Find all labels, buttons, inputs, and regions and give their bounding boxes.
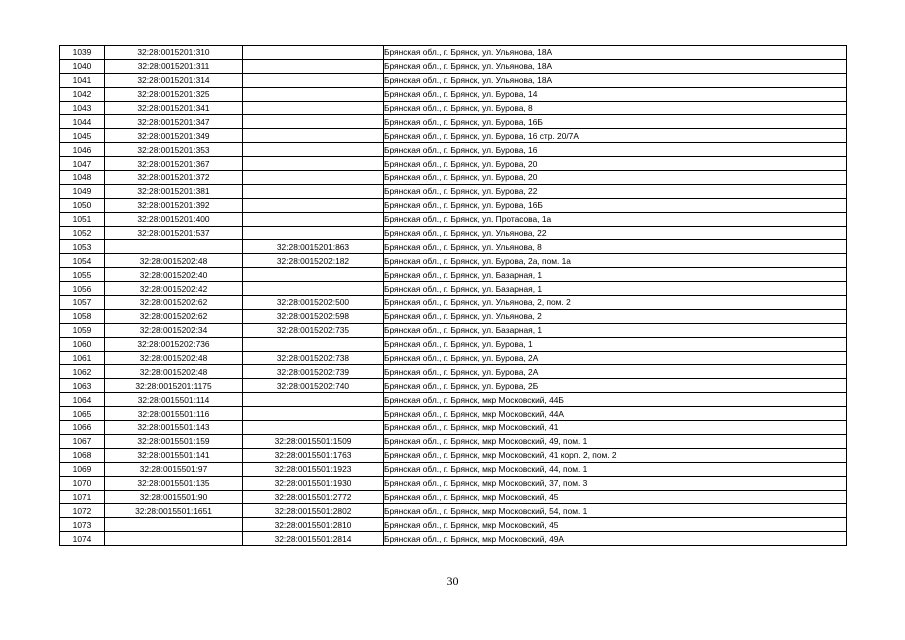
building-cadastral-number-cell: 32:28:0015202:598	[243, 309, 384, 323]
row-number-cell: 1066	[60, 421, 105, 435]
address-cell: Брянская обл., г. Брянск, ул. Бурова, 20	[384, 157, 847, 171]
row-number-cell: 1061	[60, 351, 105, 365]
land-cadastral-number-cell: 32:28:0015201:314	[105, 73, 243, 87]
land-cadastral-number-cell: 32:28:0015202:62	[105, 309, 243, 323]
building-cadastral-number-cell: 32:28:0015501:2802	[243, 504, 384, 518]
address-cell: Брянская обл., г. Брянск, ул. Бурова, 14	[384, 87, 847, 101]
building-cadastral-number-cell	[243, 87, 384, 101]
address-cell: Брянская обл., г. Брянск, мкр Московский, 41 корп. 2, пом. 2	[384, 448, 847, 462]
row-number-cell: 1073	[60, 518, 105, 532]
land-cadastral-number-cell: 32:28:0015501:114	[105, 393, 243, 407]
land-cadastral-number-cell: 32:28:0015202:42	[105, 282, 243, 296]
table-row	[60, 282, 847, 296]
building-cadastral-number-cell	[243, 282, 384, 296]
row-number-cell: 1068	[60, 448, 105, 462]
table-row	[60, 59, 847, 73]
row-number-cell: 1042	[60, 87, 105, 101]
row-number-cell: 1049	[60, 184, 105, 198]
address-cell: Брянская обл., г. Брянск, ул. Бурова, 2А	[384, 365, 847, 379]
address-cell: Брянская обл., г. Брянск, ул. Базарная, 1	[384, 268, 847, 282]
land-cadastral-number-cell: 32:28:0015501:143	[105, 421, 243, 435]
row-number-cell: 1063	[60, 379, 105, 393]
building-cadastral-number-cell	[243, 171, 384, 185]
table-row	[60, 309, 847, 323]
row-number-cell: 1040	[60, 59, 105, 73]
land-cadastral-number-cell: 32:28:0015202:48	[105, 351, 243, 365]
table-row	[60, 240, 847, 254]
building-cadastral-number-cell: 32:28:0015202:500	[243, 296, 384, 310]
land-cadastral-number-cell: 32:28:0015201:347	[105, 115, 243, 129]
address-cell: Брянская обл., г. Брянск, мкр Московский, 44, пом. 1	[384, 462, 847, 476]
building-cadastral-number-cell	[243, 115, 384, 129]
table-row	[60, 157, 847, 171]
registry-table-body	[60, 46, 847, 546]
building-cadastral-number-cell: 32:28:0015501:1509	[243, 434, 384, 448]
building-cadastral-number-cell	[243, 157, 384, 171]
row-number-cell: 1069	[60, 462, 105, 476]
land-cadastral-number-cell: 32:28:0015501:1651	[105, 504, 243, 518]
building-cadastral-number-cell: 32:28:0015202:182	[243, 254, 384, 268]
table-row	[60, 490, 847, 504]
address-cell: Брянская обл., г. Брянск, ул. Бурова, 20	[384, 171, 847, 185]
table-row	[60, 421, 847, 435]
land-cadastral-number-cell: 32:28:0015501:90	[105, 490, 243, 504]
building-cadastral-number-cell	[243, 393, 384, 407]
table-row	[60, 393, 847, 407]
row-number-cell: 1046	[60, 143, 105, 157]
land-cadastral-number-cell: 32:28:0015201:341	[105, 101, 243, 115]
address-cell: Брянская обл., г. Брянск, ул. Бурова, 16 стр. 20/7А	[384, 129, 847, 143]
table-row	[60, 226, 847, 240]
row-number-cell: 1062	[60, 365, 105, 379]
land-cadastral-number-cell: 32:28:0015501:135	[105, 476, 243, 490]
address-cell: Брянская обл., г. Брянск, ул. Ульянова, 18А	[384, 73, 847, 87]
row-number-cell: 1048	[60, 171, 105, 185]
land-cadastral-number-cell: 32:28:0015202:62	[105, 296, 243, 310]
address-cell: Брянская обл., г. Брянск, ул. Ульянова, 8	[384, 240, 847, 254]
address-cell: Брянская обл., г. Брянск, ул. Ульянова, 2, пом. 2	[384, 296, 847, 310]
table-row	[60, 87, 847, 101]
building-cadastral-number-cell: 32:28:0015202:738	[243, 351, 384, 365]
address-cell: Брянская обл., г. Брянск, ул. Бурова, 2А	[384, 351, 847, 365]
building-cadastral-number-cell: 32:28:0015202:739	[243, 365, 384, 379]
building-cadastral-number-cell: 32:28:0015201:863	[243, 240, 384, 254]
table-row	[60, 462, 847, 476]
row-number-cell: 1065	[60, 407, 105, 421]
table-row	[60, 532, 847, 546]
table-row	[60, 351, 847, 365]
land-cadastral-number-cell: 32:28:0015202:48	[105, 254, 243, 268]
row-number-cell: 1039	[60, 46, 105, 60]
address-cell: Брянская обл., г. Брянск, ул. Ульянова, 22	[384, 226, 847, 240]
row-number-cell: 1074	[60, 532, 105, 546]
address-cell: Брянская обл., г. Брянск, мкр Московский, 41	[384, 421, 847, 435]
building-cadastral-number-cell: 32:28:0015501:1763	[243, 448, 384, 462]
address-cell: Брянская обл., г. Брянск, ул. Бурова, 16Б	[384, 115, 847, 129]
building-cadastral-number-cell: 32:28:0015501:1923	[243, 462, 384, 476]
land-cadastral-number-cell: 32:28:0015501:116	[105, 407, 243, 421]
land-cadastral-number-cell: 32:28:0015201:311	[105, 59, 243, 73]
address-cell: Брянская обл., г. Брянск, ул. Бурова, 22	[384, 184, 847, 198]
land-cadastral-number-cell: 32:28:0015201:381	[105, 184, 243, 198]
address-cell: Брянская обл., г. Брянск, мкр Московский, 49, пом. 1	[384, 434, 847, 448]
row-number-cell: 1043	[60, 101, 105, 115]
land-cadastral-number-cell: 32:28:0015501:141	[105, 448, 243, 462]
building-cadastral-number-cell	[243, 212, 384, 226]
address-cell: Брянская обл., г. Брянск, ул. Бурова, 16Б	[384, 198, 847, 212]
address-cell: Брянская обл., г. Брянск, мкр Московский, 45	[384, 518, 847, 532]
page-number: 30	[446, 574, 459, 588]
address-cell: Брянская обл., г. Брянск, мкр Московский, 49А	[384, 532, 847, 546]
row-number-cell: 1057	[60, 296, 105, 310]
row-number-cell: 1041	[60, 73, 105, 87]
table-row	[60, 407, 847, 421]
building-cadastral-number-cell: 32:28:0015501:2814	[243, 532, 384, 546]
address-cell: Брянская обл., г. Брянск, ул. Бурова, 1	[384, 337, 847, 351]
land-cadastral-number-cell: 32:28:0015202:34	[105, 323, 243, 337]
address-cell: Брянская обл., г. Брянск, мкр Московский, 54, пом. 1	[384, 504, 847, 518]
table-row	[60, 476, 847, 490]
land-cadastral-number-cell: 32:28:0015201:1175	[105, 379, 243, 393]
table-row	[60, 46, 847, 60]
table-row	[60, 143, 847, 157]
building-cadastral-number-cell: 32:28:0015501:2810	[243, 518, 384, 532]
table-row	[60, 434, 847, 448]
building-cadastral-number-cell: 32:28:0015202:735	[243, 323, 384, 337]
registry-table	[59, 45, 847, 546]
table-row	[60, 448, 847, 462]
row-number-cell: 1059	[60, 323, 105, 337]
address-cell: Брянская обл., г. Брянск, ул. Бурова, 8	[384, 101, 847, 115]
row-number-cell: 1070	[60, 476, 105, 490]
table-row	[60, 379, 847, 393]
land-cadastral-number-cell: 32:28:0015501:97	[105, 462, 243, 476]
table-row	[60, 212, 847, 226]
row-number-cell: 1060	[60, 337, 105, 351]
row-number-cell: 1067	[60, 434, 105, 448]
land-cadastral-number-cell: 32:28:0015201:310	[105, 46, 243, 60]
address-cell: Брянская обл., г. Брянск, ул. Протасова, 1а	[384, 212, 847, 226]
table-row	[60, 337, 847, 351]
land-cadastral-number-cell: 32:28:0015501:159	[105, 434, 243, 448]
row-number-cell: 1045	[60, 129, 105, 143]
address-cell: Брянская обл., г. Брянск, ул. Ульянова, 18А	[384, 46, 847, 60]
building-cadastral-number-cell	[243, 59, 384, 73]
building-cadastral-number-cell	[243, 268, 384, 282]
building-cadastral-number-cell	[243, 184, 384, 198]
table-row	[60, 365, 847, 379]
building-cadastral-number-cell	[243, 198, 384, 212]
table-row	[60, 198, 847, 212]
table-row	[60, 518, 847, 532]
land-cadastral-number-cell: 32:28:0015201:367	[105, 157, 243, 171]
building-cadastral-number-cell	[243, 407, 384, 421]
row-number-cell: 1058	[60, 309, 105, 323]
table-row	[60, 268, 847, 282]
table-row	[60, 254, 847, 268]
row-number-cell: 1053	[60, 240, 105, 254]
land-cadastral-number-cell: 32:28:0015201:353	[105, 143, 243, 157]
address-cell: Брянская обл., г. Брянск, ул. Бурова, 16	[384, 143, 847, 157]
row-number-cell: 1051	[60, 212, 105, 226]
row-number-cell: 1054	[60, 254, 105, 268]
row-number-cell: 1050	[60, 198, 105, 212]
building-cadastral-number-cell	[243, 143, 384, 157]
table-row	[60, 171, 847, 185]
land-cadastral-number-cell: 32:28:0015201:372	[105, 171, 243, 185]
table-row	[60, 73, 847, 87]
land-cadastral-number-cell: 32:28:0015201:537	[105, 226, 243, 240]
address-cell: Брянская обл., г. Брянск, мкр Московский, 37, пом. 3	[384, 476, 847, 490]
building-cadastral-number-cell	[243, 101, 384, 115]
building-cadastral-number-cell	[243, 337, 384, 351]
row-number-cell: 1071	[60, 490, 105, 504]
building-cadastral-number-cell	[243, 129, 384, 143]
address-cell: Брянская обл., г. Брянск, ул. Ульянова, 18А	[384, 59, 847, 73]
building-cadastral-number-cell: 32:28:0015202:740	[243, 379, 384, 393]
address-cell: Брянская обл., г. Брянск, ул. Базарная, 1	[384, 282, 847, 296]
table-row	[60, 101, 847, 115]
row-number-cell: 1052	[60, 226, 105, 240]
address-cell: Брянская обл., г. Брянск, ул. Ульянова, 2	[384, 309, 847, 323]
table-row	[60, 115, 847, 129]
address-cell: Брянская обл., г. Брянск, ул. Бурова, 2Б	[384, 379, 847, 393]
land-cadastral-number-cell: 32:28:0015201:392	[105, 198, 243, 212]
building-cadastral-number-cell	[243, 226, 384, 240]
address-cell: Брянская обл., г. Брянск, ул. Бурова, 2а, пом. 1а	[384, 254, 847, 268]
row-number-cell: 1056	[60, 282, 105, 296]
land-cadastral-number-cell: 32:28:0015201:325	[105, 87, 243, 101]
row-number-cell: 1055	[60, 268, 105, 282]
land-cadastral-number-cell: 32:28:0015202:40	[105, 268, 243, 282]
table-row	[60, 129, 847, 143]
building-cadastral-number-cell: 32:28:0015501:2772	[243, 490, 384, 504]
row-number-cell: 1044	[60, 115, 105, 129]
table-row	[60, 323, 847, 337]
land-cadastral-number-cell	[105, 518, 243, 532]
row-number-cell: 1047	[60, 157, 105, 171]
land-cadastral-number-cell	[105, 240, 243, 254]
row-number-cell: 1064	[60, 393, 105, 407]
address-cell: Брянская обл., г. Брянск, ул. Базарная, 1	[384, 323, 847, 337]
row-number-cell: 1072	[60, 504, 105, 518]
land-cadastral-number-cell	[105, 532, 243, 546]
address-cell: Брянская обл., г. Брянск, мкр Московский, 44Б	[384, 393, 847, 407]
land-cadastral-number-cell: 32:28:0015201:400	[105, 212, 243, 226]
building-cadastral-number-cell	[243, 421, 384, 435]
building-cadastral-number-cell: 32:28:0015501:1930	[243, 476, 384, 490]
land-cadastral-number-cell: 32:28:0015201:349	[105, 129, 243, 143]
address-cell: Брянская обл., г. Брянск, мкр Московский, 45	[384, 490, 847, 504]
table-row	[60, 296, 847, 310]
table-row	[60, 184, 847, 198]
land-cadastral-number-cell: 32:28:0015202:736	[105, 337, 243, 351]
table-row	[60, 504, 847, 518]
building-cadastral-number-cell	[243, 73, 384, 87]
building-cadastral-number-cell	[243, 46, 384, 60]
address-cell: Брянская обл., г. Брянск, мкр Московский, 44А	[384, 407, 847, 421]
land-cadastral-number-cell: 32:28:0015202:48	[105, 365, 243, 379]
